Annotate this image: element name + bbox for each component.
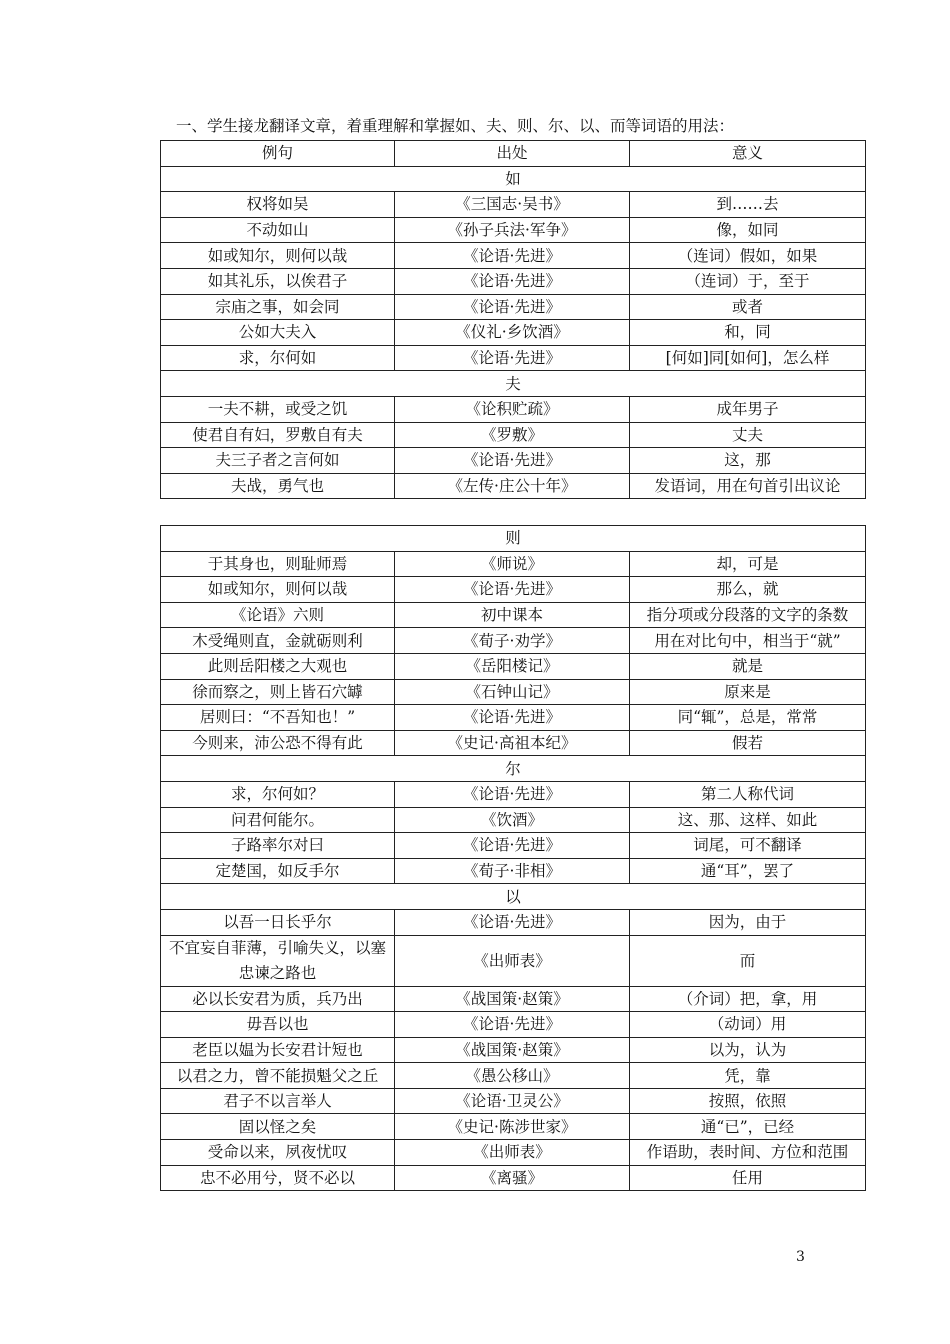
meaning-cell: 凭，靠 [630, 1063, 866, 1089]
meaning-cell: （动词）用 [630, 1012, 866, 1038]
meaning-cell: 到……去 [630, 192, 866, 218]
meaning-cell: 通“耳”，罢了 [630, 858, 866, 884]
source-cell: 《论语·先进》 [395, 909, 630, 935]
table-row [161, 628, 866, 654]
meaning-cell: 像，如同 [630, 217, 866, 243]
meaning-cell: 用在对比句中，相当于“就” [630, 628, 866, 654]
source-cell: 《战国策·赵策》 [395, 1037, 630, 1063]
source-cell: 《论语·先进》 [395, 1012, 630, 1038]
example-sentence: 《论语》六则 [161, 602, 395, 628]
meaning-cell: [何如]同[如何]，怎么样 [630, 345, 866, 371]
source-cell: 《论语·先进》 [395, 781, 630, 807]
table-row [161, 1165, 866, 1191]
table-row [161, 1063, 866, 1089]
meaning-cell: 指分项或分段落的文字的条数 [630, 602, 866, 628]
meaning-cell: 原来是 [630, 679, 866, 705]
example-sentence: 如其礼乐，以俟君子 [161, 268, 395, 294]
source-cell: 《师说》 [395, 551, 630, 577]
source-cell: 《荀子·非相》 [395, 858, 630, 884]
example-sentence: 受命以来，夙夜忧叹 [161, 1140, 395, 1166]
source-cell: 《论语·先进》 [395, 243, 630, 269]
example-sentence: 今则来，沛公恐不得有此 [161, 730, 395, 756]
meaning-cell: 这，那 [630, 448, 866, 474]
source-cell: 《罗敷》 [395, 422, 630, 448]
table-row [161, 217, 866, 243]
example-sentence: 问君何能尔。 [161, 807, 395, 833]
vocab-table-2 [160, 525, 866, 1191]
source-cell: 《愚公移山》 [395, 1063, 630, 1089]
source-cell: 《史记·陈涉世家》 [395, 1114, 630, 1140]
meaning-cell: 成年男子 [630, 396, 866, 422]
table-row [161, 935, 866, 986]
table-row [161, 577, 866, 603]
example-sentence: 毋吾以也 [161, 1012, 395, 1038]
word-group-row [161, 166, 866, 192]
table-row [161, 602, 866, 628]
table-row [161, 807, 866, 833]
meaning-cell: 任用 [630, 1165, 866, 1191]
source-cell: 《荀子·劝学》 [395, 628, 630, 654]
example-sentence: 求，尔何如？ [161, 781, 395, 807]
meaning-cell: 却，可是 [630, 551, 866, 577]
meaning-cell: 因为，由于 [630, 909, 866, 935]
meaning-cell: 就是 [630, 653, 866, 679]
table-row [161, 1140, 866, 1166]
table-row [161, 1088, 866, 1114]
example-sentence: 如或知尔，则何以哉 [161, 577, 395, 603]
table-row [161, 781, 866, 807]
source-cell: 《仪礼·乡饮酒》 [395, 320, 630, 346]
source-cell: 《左传·庄公十年》 [395, 473, 630, 499]
example-sentence: 定楚国，如反手尔 [161, 858, 395, 884]
example-sentence: 使君自有妇，罗敷自有夫 [161, 422, 395, 448]
source-cell: 《论积贮疏》 [395, 396, 630, 422]
example-sentence: 子路率尔对曰 [161, 833, 395, 859]
meaning-cell: 发语词，用在句首引出议论 [630, 473, 866, 499]
header-source: 出处 [395, 141, 630, 167]
meaning-cell: 词尾，可不翻译 [630, 833, 866, 859]
example-sentence: 以君之力，曾不能损魁父之丘 [161, 1063, 395, 1089]
table-row [161, 551, 866, 577]
vocab-table-1 [160, 140, 866, 499]
example-sentence: 固以怪之矣 [161, 1114, 395, 1140]
table-row [161, 396, 866, 422]
page-number: 3 [796, 1249, 805, 1265]
word-heading: 则 [161, 526, 866, 552]
meaning-cell: 作语助，表时间、方位和范围 [630, 1140, 866, 1166]
example-sentence: 老臣以媪为长安君计短也 [161, 1037, 395, 1063]
intro-text: 一、学生接龙翻译文章，着重理解和掌握如、夫、则、尔、以、而等词语的用法： [176, 117, 735, 135]
source-cell: 《出师表》 [395, 1140, 630, 1166]
meaning-cell: 这、那、这样、如此 [630, 807, 866, 833]
table-row [161, 422, 866, 448]
example-sentence: 于其身也，则耻师焉 [161, 551, 395, 577]
table-row [161, 653, 866, 679]
source-cell: 《论语·先进》 [395, 294, 630, 320]
word-heading: 夫 [161, 371, 866, 397]
table-row [161, 243, 866, 269]
example-sentence: 徐而察之，则上皆石穴罅 [161, 679, 395, 705]
example-sentence: 居则曰：“不吾知也！” [161, 705, 395, 731]
source-cell: 《出师表》 [395, 935, 630, 986]
example-sentence: 必以长安君为质，兵乃出 [161, 986, 395, 1012]
meaning-cell: 丈夫 [630, 422, 866, 448]
meaning-cell: 第二人称代词 [630, 781, 866, 807]
table-row [161, 320, 866, 346]
source-cell: 《论语·卫灵公》 [395, 1088, 630, 1114]
example-sentence: 君子不以言举人 [161, 1088, 395, 1114]
source-cell: 《史记·高祖本纪》 [395, 730, 630, 756]
table-row [161, 192, 866, 218]
example-sentence: 不宜妄自菲薄，引喻失义，以塞忠谏之路也 [161, 935, 395, 986]
word-heading: 尔 [161, 756, 866, 782]
source-cell: 《论语·先进》 [395, 448, 630, 474]
meaning-cell: （连词）假如，如果 [630, 243, 866, 269]
example-sentence: 一夫不耕，或受之饥 [161, 396, 395, 422]
source-cell: 《岳阳楼记》 [395, 653, 630, 679]
meaning-cell: 以为，认为 [630, 1037, 866, 1063]
source-cell: 《三国志·吴书》 [395, 192, 630, 218]
table-row [161, 473, 866, 499]
word-heading: 如 [161, 166, 866, 192]
table-row [161, 1012, 866, 1038]
example-sentence: 以吾一日长乎尔 [161, 909, 395, 935]
table-row [161, 858, 866, 884]
meaning-cell: 同“辄”，总是，常常 [630, 705, 866, 731]
table-row [161, 705, 866, 731]
meaning-cell: 按照，依照 [630, 1088, 866, 1114]
word-group-row [161, 884, 866, 910]
example-sentence: 权将如吴 [161, 192, 395, 218]
table-row [161, 294, 866, 320]
table-row [161, 1114, 866, 1140]
source-cell: 《论语·先进》 [395, 705, 630, 731]
example-sentence: 如或知尔，则何以哉 [161, 243, 395, 269]
header-example: 例句 [161, 141, 395, 167]
example-sentence: 夫三子者之言何如 [161, 448, 395, 474]
table-row [161, 268, 866, 294]
source-cell: 《论语·先进》 [395, 345, 630, 371]
word-group-row [161, 526, 866, 552]
word-group-row [161, 371, 866, 397]
word-heading: 以 [161, 884, 866, 910]
meaning-cell: （连词）于，至于 [630, 268, 866, 294]
table-row [161, 833, 866, 859]
example-sentence: 求，尔何如 [161, 345, 395, 371]
source-cell: 《孙子兵法·军争》 [395, 217, 630, 243]
source-cell: 《石钟山记》 [395, 679, 630, 705]
word-group-row [161, 756, 866, 782]
table-row [161, 986, 866, 1012]
meaning-cell: 而 [630, 935, 866, 986]
table-row [161, 679, 866, 705]
example-sentence: 夫战，勇气也 [161, 473, 395, 499]
example-sentence: 此则岳阳楼之大观也 [161, 653, 395, 679]
source-cell: 《饮酒》 [395, 807, 630, 833]
header-row [161, 141, 866, 167]
source-cell: 《战国策·赵策》 [395, 986, 630, 1012]
source-cell: 初中课本 [395, 602, 630, 628]
header-meaning: 意义 [630, 141, 866, 167]
source-cell: 《论语·先进》 [395, 268, 630, 294]
meaning-cell: 或者 [630, 294, 866, 320]
example-sentence: 不动如山 [161, 217, 395, 243]
table-row [161, 345, 866, 371]
example-sentence: 宗庙之事，如会同 [161, 294, 395, 320]
table-row [161, 448, 866, 474]
source-cell: 《离骚》 [395, 1165, 630, 1191]
source-cell: 《论语·先进》 [395, 833, 630, 859]
example-sentence: 公如大夫入 [161, 320, 395, 346]
example-sentence: 忠不必用兮，贤不必以 [161, 1165, 395, 1191]
meaning-cell: 那么，就 [630, 577, 866, 603]
meaning-cell: （介词）把，拿，用 [630, 986, 866, 1012]
table-row [161, 1037, 866, 1063]
example-sentence: 木受绳则直，金就砺则利 [161, 628, 395, 654]
table-row [161, 730, 866, 756]
meaning-cell: 和，同 [630, 320, 866, 346]
meaning-cell: 假若 [630, 730, 866, 756]
meaning-cell: 通“已”，已经 [630, 1114, 866, 1140]
source-cell: 《论语·先进》 [395, 577, 630, 603]
table-row [161, 909, 866, 935]
